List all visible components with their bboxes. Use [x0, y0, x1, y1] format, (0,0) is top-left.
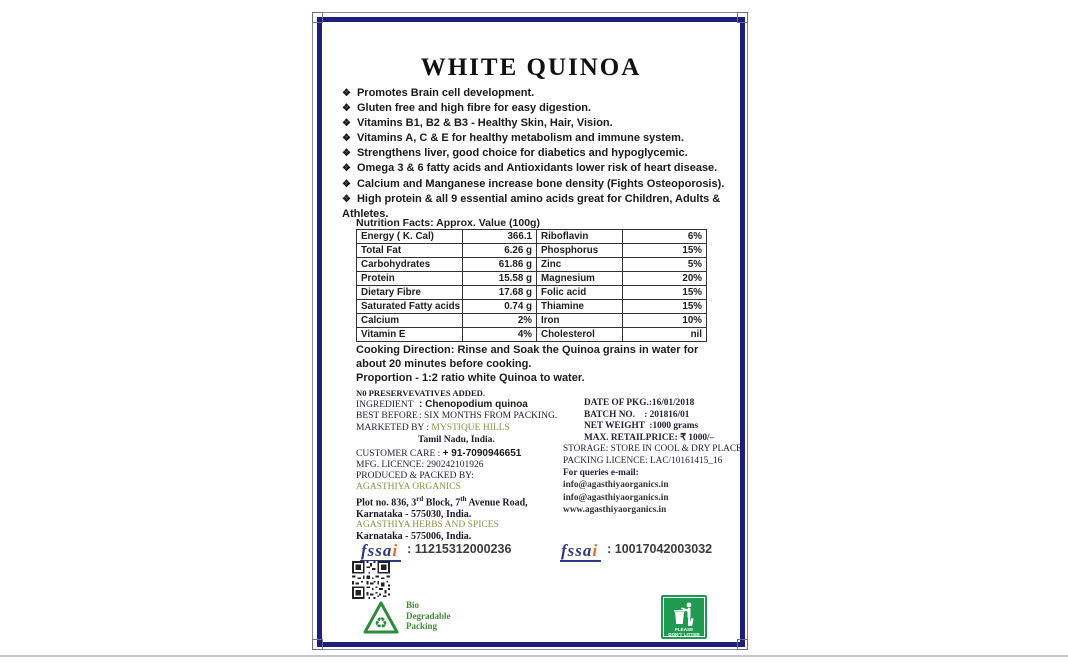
dont-litter-logo: [661, 595, 707, 639]
nutrient-label: Riboflavin: [537, 230, 623, 244]
fssai-logo: fssai: [360, 541, 401, 562]
diamond-bullet-icon: ❖: [342, 118, 351, 130]
table-row: [357, 230, 707, 244]
nutrient-label: Protein: [357, 272, 463, 286]
diamond-bullet-icon: ❖: [342, 103, 351, 115]
nutrient-value: 6.26 g: [463, 244, 537, 258]
benefits-list: [342, 86, 728, 222]
benefit-text: Vitamins A, C & E for healthy metabolism and immune system.: [356, 132, 684, 145]
packaging-details: [563, 398, 748, 517]
fssai-number: : 11215312000236: [407, 542, 512, 556]
nutrient-label: Thiamine: [537, 300, 623, 314]
storage-instruction: STORAGE: STORE IN COOL & DRY PLACE: [563, 444, 742, 455]
table-row: [357, 244, 707, 258]
table-row: [357, 272, 707, 286]
diamond-bullet-icon: ❖: [342, 88, 351, 99]
nutrient-value: 0.74 g: [463, 300, 537, 314]
best-before-label: BEST BEFORE: [356, 411, 418, 421]
bio-degradable-logo: [360, 598, 500, 644]
email-address: info@agasthiyaorganics.in: [563, 492, 669, 503]
marketed-by-city: Tamil Nadu, India.: [418, 435, 495, 445]
bio-degradable-text: Bio Degradable Packing: [406, 600, 451, 631]
table-row: [357, 286, 707, 300]
benefit-text: Promotes Brain cell development.: [356, 87, 535, 99]
svg-text:DON'T LITTER: DON'T LITTER: [668, 632, 700, 637]
table-row: [357, 328, 707, 342]
nutrient-value: nil: [623, 328, 707, 342]
nutrient-label: Carbohydrates: [357, 258, 463, 272]
benefit-item: [342, 177, 728, 192]
nutrient-value: 366.1: [463, 230, 537, 244]
nutrient-label: Phosphorus: [537, 244, 623, 258]
benefit-text: Omega 3 & 6 fatty acids and Antioxidants lower risk of heart disease.: [356, 162, 718, 175]
benefit-text: Vitamins B1, B2 & B3 - Healthy Skin, Hair, Vision.: [356, 117, 613, 130]
max-retail-price: MAX. RETAILPRICE: ₹ 1000/–: [584, 432, 715, 443]
nutrient-label: Magnesium: [537, 272, 623, 286]
ingredient-value: : Chenopodium quinoa: [419, 399, 528, 410]
benefit-text: Calcium and Manganese increase bone density (Fights Osteoporosis).: [356, 177, 725, 190]
date-of-packing: DATE OF PKG.:16/01/2018: [584, 398, 695, 408]
recycle-symbol: ♻: [374, 614, 388, 632]
no-preservatives-note: N0 PRESERVEVATIVES ADDED.: [356, 388, 486, 398]
nutrient-label: Energy ( K. Cal): [357, 230, 463, 244]
diamond-bullet-icon: ❖: [342, 178, 351, 190]
nutrition-table: [356, 229, 707, 342]
nutrition-heading: Nutrition Facts: Approx. Value (100g): [356, 217, 540, 229]
best-before-value: : SIX MONTHS FROM PACKING.: [419, 411, 558, 421]
nutrient-label: Calcium: [357, 314, 463, 328]
nutrient-value: 15%: [623, 300, 707, 314]
nutrient-label: Zinc: [537, 258, 623, 272]
organization-name: AGASTHIYA ORGANICS: [356, 482, 461, 492]
benefit-item: [342, 86, 728, 101]
page-edge-rule: [0, 655, 1068, 657]
nutrient-value: 5%: [623, 258, 707, 272]
nutrient-label: Saturated Fatty acids: [357, 300, 463, 314]
nutrient-label: Folic acid: [537, 286, 623, 300]
recycle-triangle-icon: [362, 600, 400, 636]
manufacturer-details: [356, 388, 591, 543]
benefit-item: [342, 101, 728, 116]
diamond-bullet-icon: ❖: [342, 148, 351, 160]
label-content: [316, 16, 746, 652]
email-address: info@agasthiyaorganics.in: [563, 480, 669, 491]
nutrient-value: 61.86 g: [463, 258, 537, 272]
organization-name: AGASTHIYA HERBS AND SPICES: [356, 520, 499, 531]
nutrient-label: Vitamin E: [357, 328, 463, 342]
benefit-item: [342, 116, 728, 131]
cooking-line: Cooking Direction: Rinse and Soak the Quinoa grains in water for about 20 minutes before cooking.: [356, 344, 699, 370]
mfg-licence: MFG. LICENCE: 290242101926: [356, 460, 484, 470]
diamond-bullet-icon: ❖: [342, 193, 351, 205]
customer-care-value: + 91-7090946651: [442, 448, 522, 459]
nutrient-value: 6%: [623, 230, 707, 244]
nutrient-value: 10%: [623, 314, 707, 328]
diamond-bullet-icon: ❖: [342, 133, 351, 145]
nutrient-label: Iron: [537, 314, 623, 328]
fssai-licences: [356, 541, 726, 563]
table-row: [357, 258, 707, 272]
table-row: [357, 314, 707, 328]
proportion-line: Proportion - 1:2 ratio white Quinoa to water.: [356, 372, 585, 384]
benefit-text: Strengthens liver, good choice for diabetics and hypoglycemic.: [356, 147, 688, 160]
marketed-by-label: MARKETED BY :: [356, 423, 430, 433]
ingredient-label: INGREDIENT: [356, 400, 414, 410]
packing-licence: PACKING LICENCE: LAC/10161415_16: [563, 455, 723, 466]
benefit-text: High protein & all 9 essential amino acids great for Children, Adults & Athletes.: [342, 192, 721, 220]
net-weight: NET WEIGHT :1000 grams: [584, 421, 699, 432]
nutrient-label: Dietary Fibre: [357, 286, 463, 300]
batch-number: BATCH NO. : 201816/01: [584, 409, 690, 420]
nutrient-value: 17.68 g: [463, 286, 537, 300]
address-line: Karnataka - 575030, India.: [356, 508, 472, 520]
marketed-by-value: MYSTIQUE HILLS: [431, 423, 510, 433]
address-line: Plot no. 836, 3rd Block, 7th Avenue Road,: [356, 495, 528, 509]
customer-care-label: CUSTOMER CARE :: [356, 449, 441, 459]
fssai-number: : 10017042003032: [607, 542, 713, 556]
qr-code: [352, 561, 390, 599]
fssai-logo: fssai: [560, 541, 601, 562]
address-line: Karnataka - 575006, India.: [356, 531, 472, 543]
benefit-text: Gluten free and high fibre for easy digestion.: [356, 102, 592, 115]
nutrient-value: 20%: [623, 272, 707, 286]
nutrient-value: 15.58 g: [463, 272, 537, 286]
nutrient-value: 15%: [623, 286, 707, 300]
benefit-item: [342, 146, 728, 161]
nutrient-value: 4%: [463, 328, 537, 342]
nutrient-value: 15%: [623, 244, 707, 258]
cooking-directions: [356, 343, 708, 385]
svg-text:PLEASE: PLEASE: [674, 627, 694, 632]
nutrient-label: Cholesterol: [537, 328, 623, 342]
website-address: www.agasthiyaorganics.in: [563, 505, 667, 516]
nutrient-value: 2%: [463, 314, 537, 328]
benefit-item: [342, 131, 728, 146]
table-row: [357, 300, 707, 314]
benefit-item: [342, 161, 728, 176]
produced-by-label: PRODUCED & PACKED BY:: [356, 471, 474, 481]
product-title: WHITE QUINOA: [420, 54, 642, 81]
nutrient-label: Total Fat: [357, 244, 463, 258]
diamond-bullet-icon: ❖: [342, 163, 351, 175]
queries-label: For queries e-mail:: [563, 467, 639, 478]
